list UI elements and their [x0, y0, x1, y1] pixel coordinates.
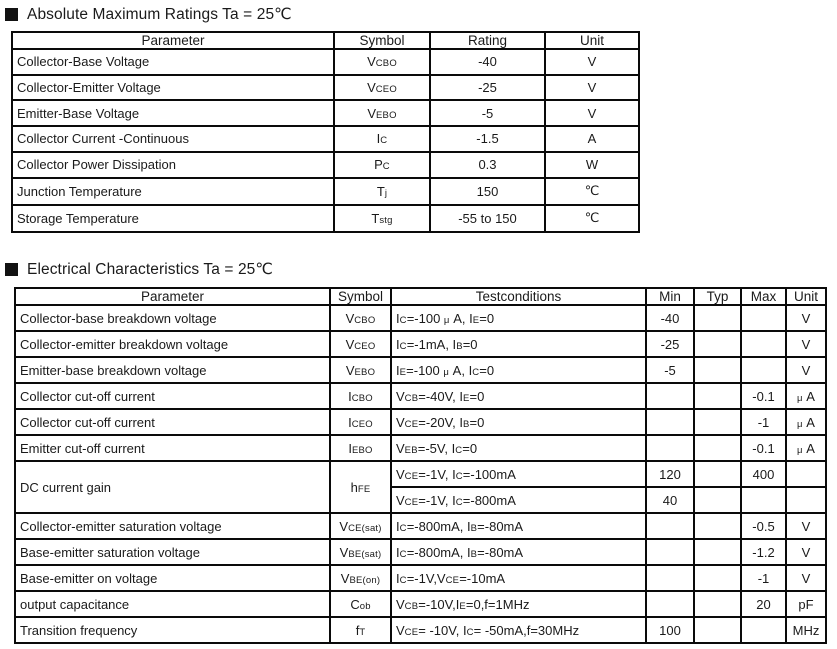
subscript-text: C [399, 574, 407, 586]
column-header: Parameter [15, 288, 330, 305]
subscript-text: CBO [351, 392, 373, 404]
table-cell: V [545, 75, 639, 101]
subscript-text: B [470, 548, 478, 560]
table-cell: Emitter-base breakdown voltage [15, 357, 330, 383]
subscript-text: C [472, 366, 480, 378]
table-cell: Collector Power Dissipation [12, 152, 334, 178]
table-cell [694, 305, 741, 331]
table-cell [694, 617, 741, 643]
subscript-text: CE(sat) [348, 522, 382, 534]
subscript-text: C [382, 161, 390, 173]
table-row [15, 409, 826, 435]
table-cell [646, 383, 694, 409]
subscript-text: μ [443, 366, 450, 378]
section-bullet-square-icon [5, 263, 18, 276]
table-cell: ℃ [545, 178, 639, 205]
table-cell: ICBO [330, 383, 391, 409]
table-cell: -0.5 [741, 513, 786, 539]
column-header: Unit [786, 288, 826, 305]
table-cell: MHz [786, 617, 826, 643]
column-header: Min [646, 288, 694, 305]
table-cell: VCB=-40V, IE=0 [391, 383, 646, 409]
table-cell: VCB=-10V,IE=0,f=1MHz [391, 591, 646, 617]
table-cell: -40 [646, 305, 694, 331]
table-row [15, 565, 826, 591]
table-row [15, 305, 826, 331]
table-cell [741, 331, 786, 357]
table-cell [694, 435, 741, 461]
table-cell: -55 to 150 [430, 205, 545, 232]
table-cell: V [545, 49, 639, 75]
table-cell [646, 539, 694, 565]
electrical-characteristics-section [0, 260, 837, 644]
table-cell [741, 487, 786, 513]
table-cell: μ A [786, 383, 826, 409]
table-cell [646, 591, 694, 617]
table-cell [694, 565, 741, 591]
table-cell [741, 617, 786, 643]
table-cell: μ A [786, 435, 826, 461]
subscript-text: BE(sat) [348, 548, 382, 560]
table-cell: Tstg [334, 205, 430, 232]
table-cell [694, 487, 741, 513]
table-cell [694, 591, 741, 617]
subscript-text: CB [404, 392, 419, 404]
section-title-row [5, 260, 837, 279]
subscript-text: C [380, 135, 388, 147]
table-cell: 40 [646, 487, 694, 513]
table-cell: A [545, 126, 639, 152]
column-header: Symbol [334, 32, 430, 49]
subscript-text: C [455, 444, 463, 456]
table-cell [694, 357, 741, 383]
table-cell: VCBO [330, 305, 391, 331]
table-cell: Base-emitter saturation voltage [15, 539, 330, 565]
subscript-text: μ [797, 418, 803, 430]
table-cell: DC current gain [15, 461, 330, 513]
table-row [12, 49, 639, 75]
subscript-text: EB [404, 444, 418, 456]
table-cell: W [545, 152, 639, 178]
column-header: Unit [545, 32, 639, 49]
table-cell: -25 [430, 75, 545, 101]
table-cell: VCE(sat) [330, 513, 391, 539]
subscript-text: C [399, 522, 407, 534]
table-cell: VBE(sat) [330, 539, 391, 565]
subscript-text: EBO [354, 366, 376, 378]
subscript-text: E [459, 600, 466, 612]
column-header: Max [741, 288, 786, 305]
table-cell: -5 [430, 100, 545, 126]
table-cell: V [786, 357, 826, 383]
table-cell [646, 565, 694, 591]
table-cell: IEBO [330, 435, 391, 461]
table-row [15, 435, 826, 461]
table-cell: -25 [646, 331, 694, 357]
table-cell: -40 [430, 49, 545, 75]
table-cell: Base-emitter on voltage [15, 565, 330, 591]
table-cell [646, 435, 694, 461]
table-cell: 120 [646, 461, 694, 487]
table-row [15, 539, 826, 565]
table-cell: fT [330, 617, 391, 643]
table-cell: Collector-Emitter Voltage [12, 75, 334, 101]
table-cell: -1.5 [430, 126, 545, 152]
table-cell: 20 [741, 591, 786, 617]
table-cell: Collector cut-off current [15, 409, 330, 435]
subscript-text: B [462, 418, 470, 430]
table-cell: Junction Temperature [12, 178, 334, 205]
subscript-text: FE [357, 483, 371, 495]
table-cell: VEBO [330, 357, 391, 383]
subscript-text: C [399, 314, 407, 326]
table-cell: -0.1 [741, 435, 786, 461]
table-cell: Cob [330, 591, 391, 617]
table-cell [786, 487, 826, 513]
table-cell: -1 [741, 565, 786, 591]
table-row [15, 331, 826, 357]
table-cell: -0.1 [741, 383, 786, 409]
table-cell [741, 357, 786, 383]
table-cell: IE=-100 μ A, IC=0 [391, 357, 646, 383]
subscript-text: BE(on) [349, 574, 381, 586]
table-cell: ℃ [545, 205, 639, 232]
table-row [15, 513, 826, 539]
table-cell: IC=-800mA, IB=-80mA [391, 513, 646, 539]
table-cell: Emitter cut-off current [15, 435, 330, 461]
table-cell: output capacitance [15, 591, 330, 617]
table-row [15, 617, 826, 643]
subscript-text: ob [359, 600, 371, 612]
header-row [12, 32, 639, 49]
table-cell: V [545, 100, 639, 126]
table-cell: 150 [430, 178, 545, 205]
subscript-text: C [466, 626, 474, 638]
table-cell: V [786, 539, 826, 565]
section-bullet-square-icon [5, 8, 18, 21]
table-cell: VCE= -10V, IC= -50mA,f=30MHz [391, 617, 646, 643]
table-row [12, 178, 639, 205]
table-cell: hFE [330, 461, 391, 513]
table-cell [694, 383, 741, 409]
table-cell: Storage Temperature [12, 205, 334, 232]
table-cell: VCEO [334, 75, 430, 101]
table-cell: V [786, 565, 826, 591]
table-cell: VCEO [330, 331, 391, 357]
subscript-text: B [470, 522, 478, 534]
table-cell: IC=-1V,VCE=-10mA [391, 565, 646, 591]
subscript-text: CEO [375, 84, 397, 96]
table-cell: μ A [786, 409, 826, 435]
subscript-text: CEO [351, 418, 373, 430]
table-row [12, 100, 639, 126]
column-header: Symbol [330, 288, 391, 305]
table-cell: Collector cut-off current [15, 383, 330, 409]
subscript-text: CE [445, 574, 460, 586]
subscript-text: CE [404, 626, 419, 638]
table-cell: VEB=-5V, IC=0 [391, 435, 646, 461]
subscript-text: stg [379, 214, 393, 226]
table-row [12, 152, 639, 178]
table-cell [694, 331, 741, 357]
table-cell [694, 461, 741, 487]
table-cell [694, 409, 741, 435]
table-cell: pF [786, 591, 826, 617]
table-cell: V [786, 305, 826, 331]
table-cell: VCE=-1V, IC=-800mA [391, 487, 646, 513]
subscript-text: E [462, 392, 470, 404]
table-cell: IC=-800mA, IB=-80mA [391, 539, 646, 565]
table-cell: Collector-Base Voltage [12, 49, 334, 75]
section-title: Electrical Characteristics Ta = 25℃ [27, 261, 273, 278]
subscript-text: B [456, 340, 463, 352]
table-cell [694, 539, 741, 565]
table-cell: VCE=-1V, IC=-100mA [391, 461, 646, 487]
table-cell: VEBO [334, 100, 430, 126]
subscript-text: E [399, 366, 407, 378]
table-cell: 400 [741, 461, 786, 487]
table-row [12, 205, 639, 232]
table-cell [786, 461, 826, 487]
subscript-text: CEO [354, 340, 376, 352]
electrical-characteristics-table [14, 287, 827, 644]
table-cell [741, 305, 786, 331]
table-row [15, 383, 826, 409]
table-cell: Tj [334, 178, 430, 205]
table-cell: Emitter-Base Voltage [12, 100, 334, 126]
table-cell: 100 [646, 617, 694, 643]
table-cell: Collector-emitter breakdown voltage [15, 331, 330, 357]
subscript-text: T [359, 626, 366, 638]
subscript-text: CE [404, 470, 419, 482]
table-cell: Collector-base breakdown voltage [15, 305, 330, 331]
table-cell [646, 513, 694, 539]
column-header: Testconditions [391, 288, 646, 305]
table-row [15, 461, 826, 487]
column-header: Rating [430, 32, 545, 49]
subscript-text: CBO [375, 58, 397, 70]
table-cell: IC=-100 μ A, IE=0 [391, 305, 646, 331]
table-row [12, 126, 639, 152]
section-title: Absolute Maximum Ratings Ta = 25℃ [27, 6, 292, 23]
table-cell: IC [334, 126, 430, 152]
subscript-text: C [399, 548, 407, 560]
table-cell [694, 513, 741, 539]
subscript-text: C [455, 470, 463, 482]
table-cell: 0.3 [430, 152, 545, 178]
table-cell [646, 409, 694, 435]
subscript-text: j [384, 187, 388, 199]
subscript-text: CE [404, 496, 419, 508]
table-cell: Transition frequency [15, 617, 330, 643]
table-row [15, 357, 826, 383]
absolute-maximum-ratings-table [11, 31, 640, 233]
table-row [15, 591, 826, 617]
subscript-text: CB [404, 600, 419, 612]
table-row [12, 75, 639, 101]
table-cell: -1 [741, 409, 786, 435]
subscript-text: E [472, 314, 480, 326]
absolute-maximum-ratings-section [0, 5, 837, 233]
table-cell: VCBO [334, 49, 430, 75]
subscript-text: μ [797, 392, 803, 404]
subscript-text: C [399, 340, 407, 352]
table-cell: IC=-1mA, IB=0 [391, 331, 646, 357]
table-cell: PC [334, 152, 430, 178]
subscript-text: EBO [376, 109, 397, 121]
subscript-text: EBO [351, 444, 373, 456]
column-header: Parameter [12, 32, 334, 49]
header-row [15, 288, 826, 305]
table-cell: -5 [646, 357, 694, 383]
subscript-text: μ [797, 444, 803, 456]
subscript-text: CBO [354, 314, 376, 326]
table-cell: -1.2 [741, 539, 786, 565]
table-cell: Collector Current -Continuous [12, 126, 334, 152]
table-cell: ICEO [330, 409, 391, 435]
table-cell: V [786, 513, 826, 539]
table-cell: VBE(on) [330, 565, 391, 591]
table-cell: VCE=-20V, IB=0 [391, 409, 646, 435]
table-cell: Collector-emitter saturation voltage [15, 513, 330, 539]
section-title-row [5, 5, 837, 24]
subscript-text: CE [404, 418, 419, 430]
subscript-text: μ [443, 314, 450, 326]
column-header: Typ [694, 288, 741, 305]
subscript-text: C [455, 496, 463, 508]
table-cell: V [786, 331, 826, 357]
